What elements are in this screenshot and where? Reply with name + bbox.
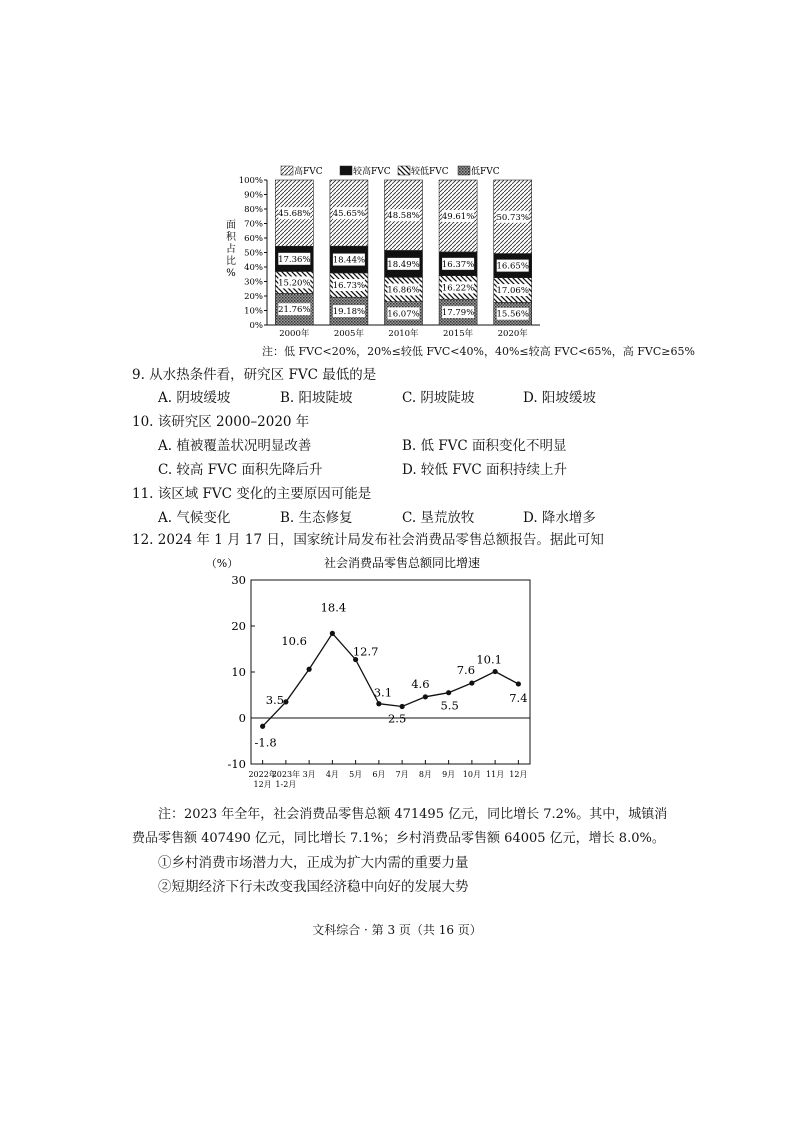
q10-option-c[interactable]: C. 较高 FVC 面积先降后升 xyxy=(158,462,323,478)
y-tick-label: 100% xyxy=(238,176,263,186)
q10-option-b[interactable]: B. 低 FVC 面积变化不明显 xyxy=(402,438,567,454)
q11-option-a[interactable]: A. 气候变化 xyxy=(158,510,231,526)
legend-swatch xyxy=(398,166,410,175)
fvc-chart-note: 注：低 FVC<20%，20%≤较低 FVC<40%，40%≤较高 FVC<65%，高 FVC≥65% xyxy=(262,345,695,358)
x-tick-label: 2020年 xyxy=(497,329,528,339)
y-tick-label: 40% xyxy=(244,263,263,273)
x-tick-label: 2000年 xyxy=(279,329,310,339)
x-tick-label: 9月 xyxy=(442,770,456,779)
y-label-char: 积 xyxy=(226,232,236,243)
x-axis xyxy=(279,328,528,339)
statement-1: ①乡村消费市场潜力大，正成为扩大内需的重要力量 xyxy=(158,855,469,871)
data-point xyxy=(516,681,521,686)
data-label: 3.1 xyxy=(373,685,393,700)
data-label: 19.18% xyxy=(332,307,366,318)
data-point xyxy=(283,699,288,704)
chart-legend xyxy=(281,165,500,177)
data-point xyxy=(260,724,265,729)
data-label: -1.8 xyxy=(254,735,277,750)
data-label: 45.65% xyxy=(332,209,366,220)
legend-label: 较高FVC xyxy=(353,167,391,177)
x-tick-label: 2015年 xyxy=(443,329,474,339)
q11-option-c[interactable]: C. 垦荒放牧 xyxy=(402,510,475,526)
data-label: 7.6 xyxy=(456,663,476,678)
x-tick-label: 11月 xyxy=(486,770,505,779)
data-label: 10.6 xyxy=(281,634,307,649)
question-10: 10. 该研究区 2000–2020 年 xyxy=(132,414,310,430)
legend-swatch xyxy=(458,166,470,175)
y-tick-label: 10 xyxy=(231,665,246,679)
y-tick-label: 70% xyxy=(244,219,263,230)
x-tick-label: 3月 xyxy=(302,770,316,779)
data-label: 16.07% xyxy=(387,309,420,320)
data-label: 18.4 xyxy=(320,600,347,615)
data-label: 10.1 xyxy=(476,652,502,667)
x-tick-label: 5月 xyxy=(349,770,363,779)
legend-label: 低FVC xyxy=(471,167,500,177)
q10-option-a[interactable]: A. 植被覆盖状况明显改善 xyxy=(158,438,312,454)
x-tick-label: 2005年 xyxy=(333,329,364,339)
statement-2: ②短期经济下行未改变我国经济稳中向好的发展大势 xyxy=(158,879,469,895)
x-tick-label: 2010年 xyxy=(388,329,419,339)
legend-swatch xyxy=(281,166,293,175)
data-point xyxy=(493,669,498,674)
x-tick-label: 2022年 xyxy=(248,770,277,779)
data-label: 48.58% xyxy=(387,211,420,222)
data-label: 12.7 xyxy=(352,644,379,659)
legend-label: 较低FVC xyxy=(411,167,449,177)
data-point xyxy=(307,667,312,672)
data-label: 18.44% xyxy=(332,255,366,266)
plot-frame xyxy=(251,580,530,764)
y-axis-label xyxy=(226,219,237,279)
x-tick-label: 4月 xyxy=(325,770,339,779)
question-9: 9. 从水热条件看，研究区 FVC 最低的是 xyxy=(132,367,377,383)
sales-note-line-1: 注：2023 年全年，社会消费品零售总额 471495 亿元，同比增长 7.2%。其中，城镇消 xyxy=(158,807,668,822)
svg-text:面积占比% xyxy=(226,219,237,279)
x-tick-label: 2023年 xyxy=(271,770,301,779)
y-tick-label: 0% xyxy=(249,321,263,331)
x-tick-label-line2: 12月 xyxy=(253,780,272,789)
data-label: 16.86% xyxy=(387,285,420,296)
y-tick-label: 90% xyxy=(244,190,263,201)
q10-option-d[interactable]: D. 较低 FVC 面积持续上升 xyxy=(402,462,567,478)
line-chart-title: 社会消费品零售总额同比增速 xyxy=(323,556,481,570)
data-label: 21.76% xyxy=(278,305,311,316)
data-label: 17.79% xyxy=(441,308,475,319)
data-label: 7.4 xyxy=(509,690,528,705)
data-label: 5.5 xyxy=(440,698,459,713)
data-label: 16.22% xyxy=(441,283,475,294)
data-label: 15.56% xyxy=(496,309,529,320)
question-11: 11. 该区域 FVC 变化的主要原因可能是 xyxy=(132,486,372,502)
data-point xyxy=(330,631,335,636)
y-tick-label: 50% xyxy=(244,248,263,259)
x-tick-label: 10月 xyxy=(462,770,481,779)
x-tick-label: 6月 xyxy=(372,770,386,779)
data-label: 18.49% xyxy=(387,259,420,270)
y-label-char: 占 xyxy=(226,244,236,255)
data-label: 49.61% xyxy=(441,211,475,222)
data-point xyxy=(423,694,428,699)
data-label: 3.5 xyxy=(265,692,285,707)
question-12: 12. 2024 年 1 月 17 日，国家统计局发布社会消费品零售总额报告。据此可知 xyxy=(132,532,604,548)
y-tick-label: 0 xyxy=(238,711,246,725)
data-label: 16.37% xyxy=(441,259,475,270)
sales-note-line-2: 费品零售额 407490 亿元，同比增长 7.1%；乡村消费品零售额 64005 亿元，增长 8.0%。 xyxy=(132,831,665,846)
data-label: 17.36% xyxy=(278,254,311,265)
plot-border xyxy=(251,580,530,764)
q11-option-d[interactable]: D. 降水增多 xyxy=(523,510,596,526)
x-tick-label: 12月 xyxy=(509,770,528,779)
data-labels xyxy=(255,600,528,749)
data-label: 16.73% xyxy=(332,281,366,292)
y-tick-label: 60% xyxy=(244,234,263,244)
legend-label: 高FVC xyxy=(294,167,323,177)
q9-option-a[interactable]: A. 阴坡缓坡 xyxy=(158,390,231,406)
y-tick-label: 30 xyxy=(231,573,246,587)
fvc-stacked-bar-chart xyxy=(0,0,794,360)
data-point xyxy=(376,701,381,706)
data-label: 4.6 xyxy=(411,676,430,691)
y-tick-label: 20 xyxy=(231,619,246,633)
page-footer: 文科综合 · 第 3 页（共 16 页） xyxy=(312,923,482,937)
data-point xyxy=(400,704,405,709)
y-label-char: 比 xyxy=(226,256,236,267)
data-point xyxy=(446,690,451,695)
data-label: 2.5 xyxy=(387,711,407,726)
y-label-char: % xyxy=(226,268,236,279)
y-tick-label: 10% xyxy=(244,306,263,317)
x-tick-label: 8月 xyxy=(418,770,432,779)
y-tick-label: -10 xyxy=(227,757,246,771)
line-chart-y-unit: （%） xyxy=(205,557,239,570)
q9-option-c[interactable]: C. 阴坡陡坡 xyxy=(402,390,475,406)
retail-sales-line-chart xyxy=(0,550,794,800)
x-tick-label: 7月 xyxy=(395,770,409,779)
data-label: 17.06% xyxy=(496,286,529,297)
y-tick-label: 80% xyxy=(244,205,263,215)
data-point xyxy=(469,680,474,685)
bar-series xyxy=(275,180,531,325)
q9-option-b[interactable]: B. 阳坡陡坡 xyxy=(280,390,353,406)
legend-swatch xyxy=(340,166,352,175)
data-label: 16.65% xyxy=(496,261,529,272)
y-tick-label: 20% xyxy=(244,292,263,302)
data-label: 15.20% xyxy=(278,278,311,289)
q9-option-d[interactable]: D. 阳坡缓坡 xyxy=(523,390,596,406)
y-label-char: 面 xyxy=(226,220,236,231)
x-tick-label-line2: 1-2月 xyxy=(275,780,297,789)
data-label: 45.68% xyxy=(278,209,311,220)
y-tick-label: 30% xyxy=(244,277,263,288)
q11-option-b[interactable]: B. 生态修复 xyxy=(280,510,353,526)
data-label: 50.73% xyxy=(496,212,529,223)
